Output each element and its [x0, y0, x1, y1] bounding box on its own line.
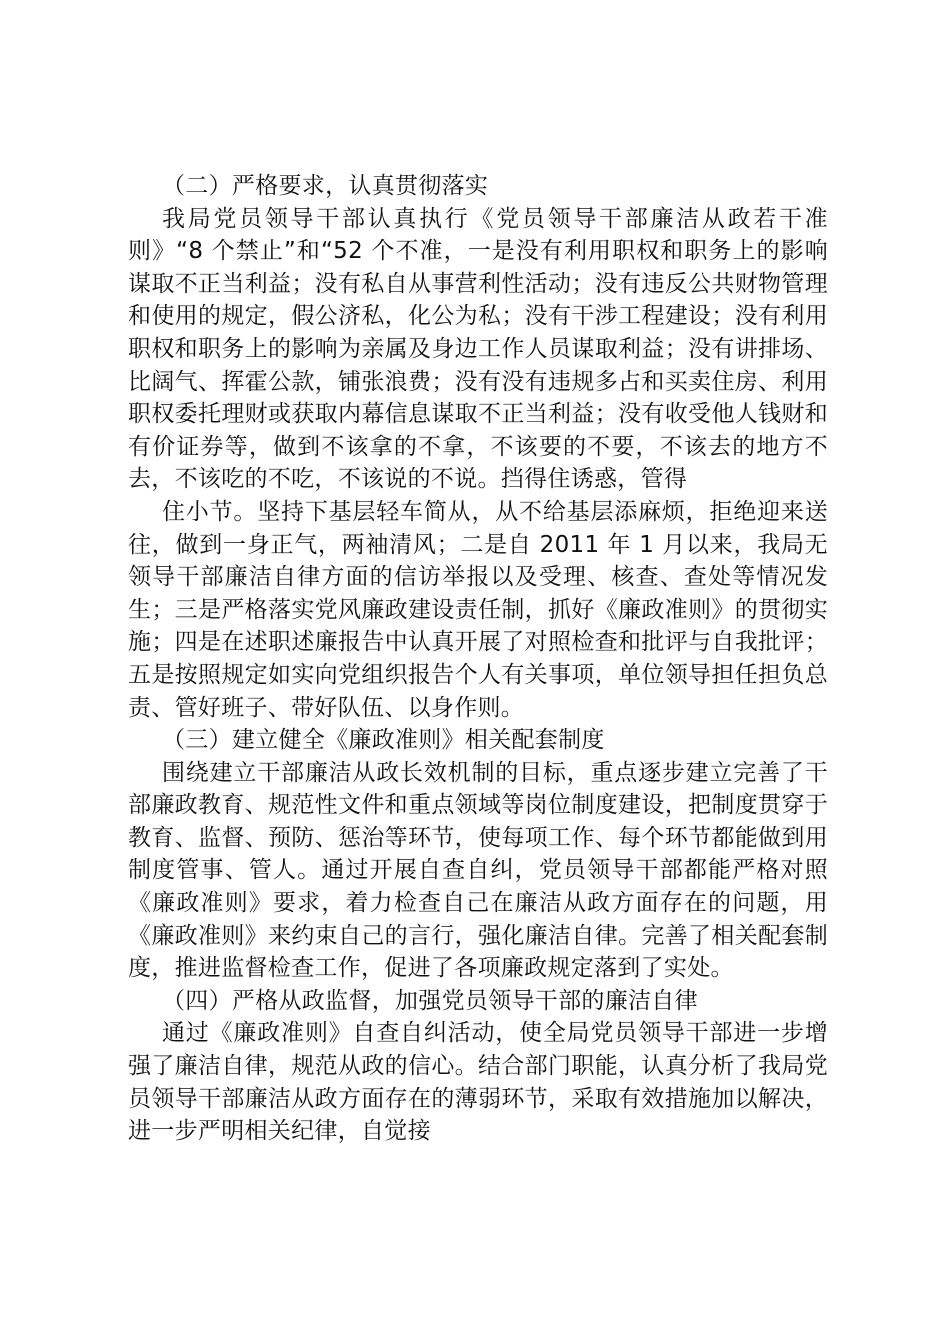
- section-heading-2: （二）严格要求，认真贯彻落实: [162, 173, 489, 199]
- section-heading-3: （三）建立健全《廉政准则》相关配套制度: [162, 727, 605, 754]
- section-heading-4: （四）严格从政监督，加强党员领导干部的廉洁自律: [162, 987, 698, 1014]
- section-3-paragraph-1: 围绕建立干部廉洁从政长效机制的目标，重点逐步建立完善了干部廉政教育、规范性文件和重点领域等岗位制度建设，把制度贯穿于教育、监督、预防、惩治等环节，使每项工作、每个环节都能做到用制度管事、管人。通过开展自查自纠，党员领导干部都能严格对照《廉政准则》要求，着力检查自己在廉洁从政方面存在的问题，用《廉政准则》来约束自己的言行，强化廉洁自律。完善了相关配套制度，推进监督检查工作，促进了各项廉政规定落到了实处。: [128, 759, 828, 982]
- section-2-paragraph-1: 我局党员领导干部认真执行《党员领导干部廉洁从政若干准则》“8 个禁止”和“52 个不准，一是没有利用职权和职务上的影响谋取不正当利益；没有私自从事营利性活动；没有违反公共财物管理和使用的规定，假公济私，化公为私；没有干涉工程建设；没有利用职权和职务上的影响为亲属及身边工作人员谋取利益；没有讲排场、比阔气、挥霍公款，铺张浪费；没有没有违规多占和买卖住房、利用职权委托理财或获取内幕信息谋取不正当利益；没有收受他人钱财和有价证券等，做到不该拿的不拿，不该要的不要，不该去的地方不去，不该吃的不吃，不该说的不说。挡得住诱惑，管得: [128, 205, 828, 493]
- section-2-paragraph-2: 住小节。坚持下基层轻车简从，从不给基层添麻烦，拒绝迎来送往，做到一身正气，两袖清风；二是自 2011 年 1 月以来，我局无领导干部廉洁自律方面的信访举报以及受理、核查、查处等情况发生；三是严格落实党风廉政建设责任制，抓好《廉政准则》的贯彻实施；四是在述职述廉报告中认真开展了对照检查和批评与自我批评；五是按照规定如实向党组织报告个人有关事项，单位领导担任担负总责、管好班子、带好队伍、以身作则。: [128, 498, 828, 721]
- document-body: [128, 170, 828, 1148]
- section-4-paragraph-1: 通过《廉政准则》自查自纠活动，使全局党员领导干部进一步增强了廉洁自律，规范从政的信心。结合部门职能，认真分析了我局党员领导干部廉洁从政方面存在的薄弱环节，采取有效措施加以解决，进一步严明相关纪律，自觉接: [128, 1020, 828, 1145]
